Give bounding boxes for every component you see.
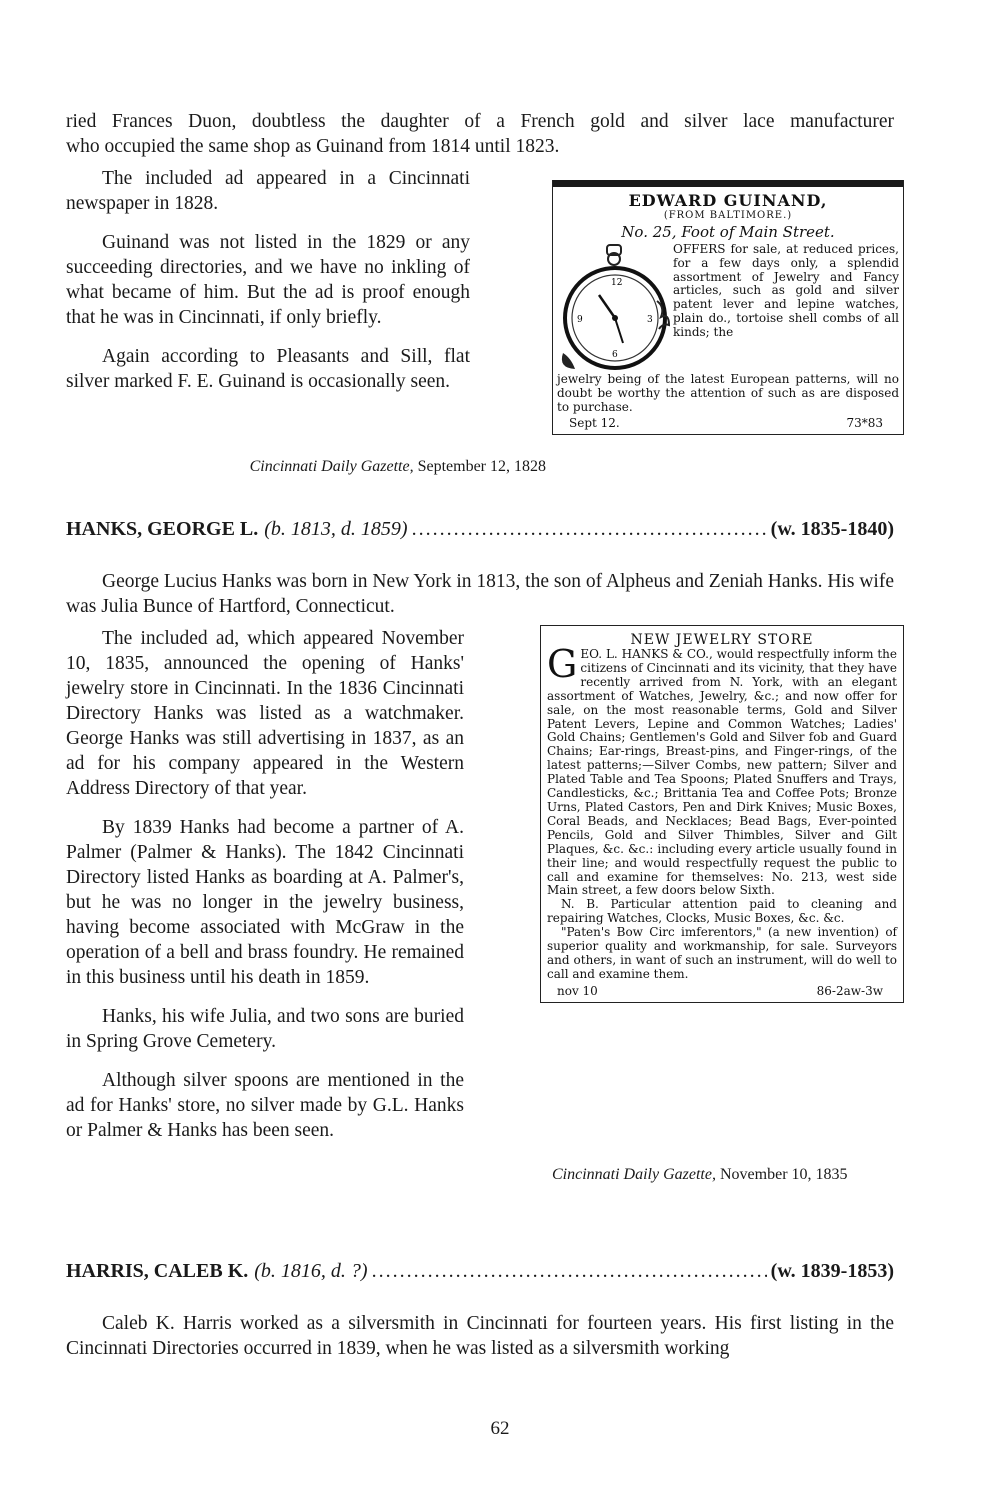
ad-footer bbox=[553, 414, 903, 435]
hanks-paragraph-3: Hanks, his wife Julia, and two sons are buried in Spring Grove Cemetery. bbox=[66, 1006, 464, 1052]
hanks-caption-date: November 10, 1835 bbox=[719, 1166, 848, 1183]
hanks-ad-footer-code: 86-2aw-3w bbox=[816, 983, 883, 998]
ad-footer-date: Sept 12. bbox=[569, 416, 620, 431]
harris-paragraph-1: Caleb K. Harris worked as a silversmith in Cincinnati for fourteen years. His first listing in the Cincinnati Directories occurred in 1839, when he was listed as a silversmith working bbox=[66, 1313, 894, 1359]
harris-lifespan: (b. 1816, d. ?) bbox=[254, 1260, 368, 1282]
hanks-paragraph-1: The included ad, which appeared November 10, 1835, announced the opening of Hanks' jewelry store in Cincinnati. In the 1836 Cincinnati Directory Hanks was listed as a watchmaker. George Hanks was still advertising in 1837, as an ad for his company appeared in the Western Address Directory of that year. bbox=[66, 628, 464, 799]
intro-line-2: who occupied the same shop as Guinand from 1814 until 1823. bbox=[66, 136, 560, 157]
ad-merchant-address: No. 25, Foot of Main Street. bbox=[621, 223, 835, 241]
heading-leader-dots bbox=[372, 1260, 767, 1283]
hanks-intro-paragraph bbox=[66, 569, 894, 633]
guinand-paragraph-1: The included ad appeared in a Cincinnati newspaper in 1828. bbox=[66, 168, 470, 214]
page-number: 62 bbox=[490, 1418, 510, 1439]
hanks-ad-title: NEW JEWELRY STORE bbox=[630, 632, 814, 648]
guinand-text-column bbox=[66, 166, 470, 408]
harris-text bbox=[66, 1311, 894, 1375]
hanks-ad-body: EO. L. HANKS & CO., would respectfully inform the citizens of Cincinnati and its vicinity, that they have recently arrived from N. York, with an elegant assortment of Watches, Jewelry, &c.; and now offer for sale, on the most reasonable terms, Gold and Silver Patent Levers, Lepine and Common Watches; Ladies' Gold Chains; Gentlemen's Gold and Silver fob and Guard Chains; Ear-rings, Breast-pins, and Finger-rings, of the latest patterns;—Silver Combs, new pattern; Silver and Plated Table and Tea Spoons; Plated Snuffers and Trays, Candlesticks, &c.; Brittania Tea and Coffee Pots; Bronze Urns, Plated Castors, Pen and Dirk Knives; Music Boxes, Coral Beads, and Necklaces; Bead Bags, Ever-pointed Pencils, Gold and Silver Thimbles, Silver and Gilt Plaques, &c. &c.: including every article usually found in their line; and would respectfully request the public to call and examine for themselves: No. 213, west side Main street, a few doors below Sixth. bbox=[547, 647, 897, 898]
hanks-ad-main-text bbox=[541, 642, 903, 898]
hanks-ad-invention: "Paten's Bow Circ imferentors," (a new invention) of superior quality and workmanship, for sale. Surveyors and others, in want of such an instrument, will do well to call and examine them. bbox=[547, 925, 897, 981]
harris-working-years: (w. 1839-1853) bbox=[770, 1260, 894, 1282]
hanks-ad-caption bbox=[552, 1166, 892, 1184]
guinand-caption-date: September 12, 1828 bbox=[417, 458, 546, 475]
hanks-name: HANKS, GEORGE L. bbox=[66, 518, 259, 540]
svg-text:3: 3 bbox=[647, 315, 653, 325]
hanks-advertisement bbox=[540, 625, 904, 1003]
guinand-ad-caption bbox=[210, 458, 546, 476]
ad-merchant-name: EDWARD GUINAND, bbox=[628, 191, 828, 210]
guinand-paragraph-3: Again according to Pleasants and Sill, flat silver marked F. E. Guinand is occasionally seen. bbox=[66, 346, 470, 392]
ad-offer-text-continued: jewelry being of the latest European patterns, will no doubt be worthy the attention of such as are disposed to purchase. bbox=[557, 372, 899, 414]
intro-paragraph bbox=[66, 109, 894, 159]
intro-line-1: ried Frances Duon, doubtless the daughter of a French gold and silver lace manufacturer bbox=[66, 111, 894, 132]
heading-leader-dots bbox=[412, 518, 767, 541]
ad-merchant-origin: (FROM BALTIMORE.) bbox=[663, 210, 793, 221]
ad-offer-text: OFFERS for sale, at reduced prices, for a few days only, a splendid assortment of Jewelry and Fancy articles, such as gold and silver patent lever and lepine watches, plain do., tortoise shell combs of all kinds; the bbox=[673, 242, 899, 339]
svg-text:6: 6 bbox=[612, 350, 618, 360]
pocket-watch-icon bbox=[553, 243, 673, 373]
hanks-text-column bbox=[66, 626, 464, 1157]
hanks-lifespan: (b. 1813, d. 1859) bbox=[264, 518, 408, 540]
harris-entry-heading bbox=[66, 1260, 894, 1283]
guinand-advertisement bbox=[552, 180, 904, 435]
guinand-caption-paper: Cincinnati Daily Gazette, bbox=[249, 458, 414, 475]
hanks-paragraph-4: Although silver spoons are mentioned in the ad for Hanks' store, no silver made by G.L. Hanks or Palmer & Hanks has been seen. bbox=[66, 1070, 464, 1141]
hanks-caption-paper: Cincinnati Daily Gazette, bbox=[552, 1166, 716, 1183]
svg-text:12: 12 bbox=[611, 278, 623, 288]
hanks-paragraph-2: By 1839 Hanks had become a partner of A. Palmer (Palmer & Hanks). The 1842 Cincinnati Directory listed Hanks as boarding at A. Palmer's, but he was no longer in the jewelry business, having become associated with McGraw in the operation of a bell and brass foundry. He remained in this business until his death in 1859. bbox=[66, 817, 464, 988]
ad-footer-code: 73*83 bbox=[846, 416, 883, 431]
hanks-ad-footer-date: nov 10 bbox=[557, 983, 598, 998]
hanks-entry-heading bbox=[66, 518, 894, 541]
guinand-paragraph-2: Guinand was not listed in the 1829 or any succeeding directories, and we have no inkling of what became of him. But the ad is proof enough that he was in Cincinnati, if only briefly. bbox=[66, 232, 470, 328]
hanks-working-years: (w. 1835-1840) bbox=[770, 518, 894, 540]
ad-top-rule bbox=[553, 180, 903, 187]
hanks-ad-note: N. B. Particular attention paid to cleaning and repairing Watches, Clocks, Music Boxes, &c. &c. bbox=[547, 897, 897, 926]
harris-name: HARRIS, CALEB K. bbox=[66, 1260, 249, 1282]
hanks-ad-drop-cap: G bbox=[547, 642, 578, 686]
hanks-intro: George Lucius Hanks was born in New York in 1813, the son of Alpheus and Zeniah Hanks. His wife was Julia Bunce of Hartford, Connecticut. bbox=[66, 571, 894, 617]
hanks-ad-footer bbox=[541, 982, 903, 1003]
svg-text:9: 9 bbox=[577, 315, 583, 325]
